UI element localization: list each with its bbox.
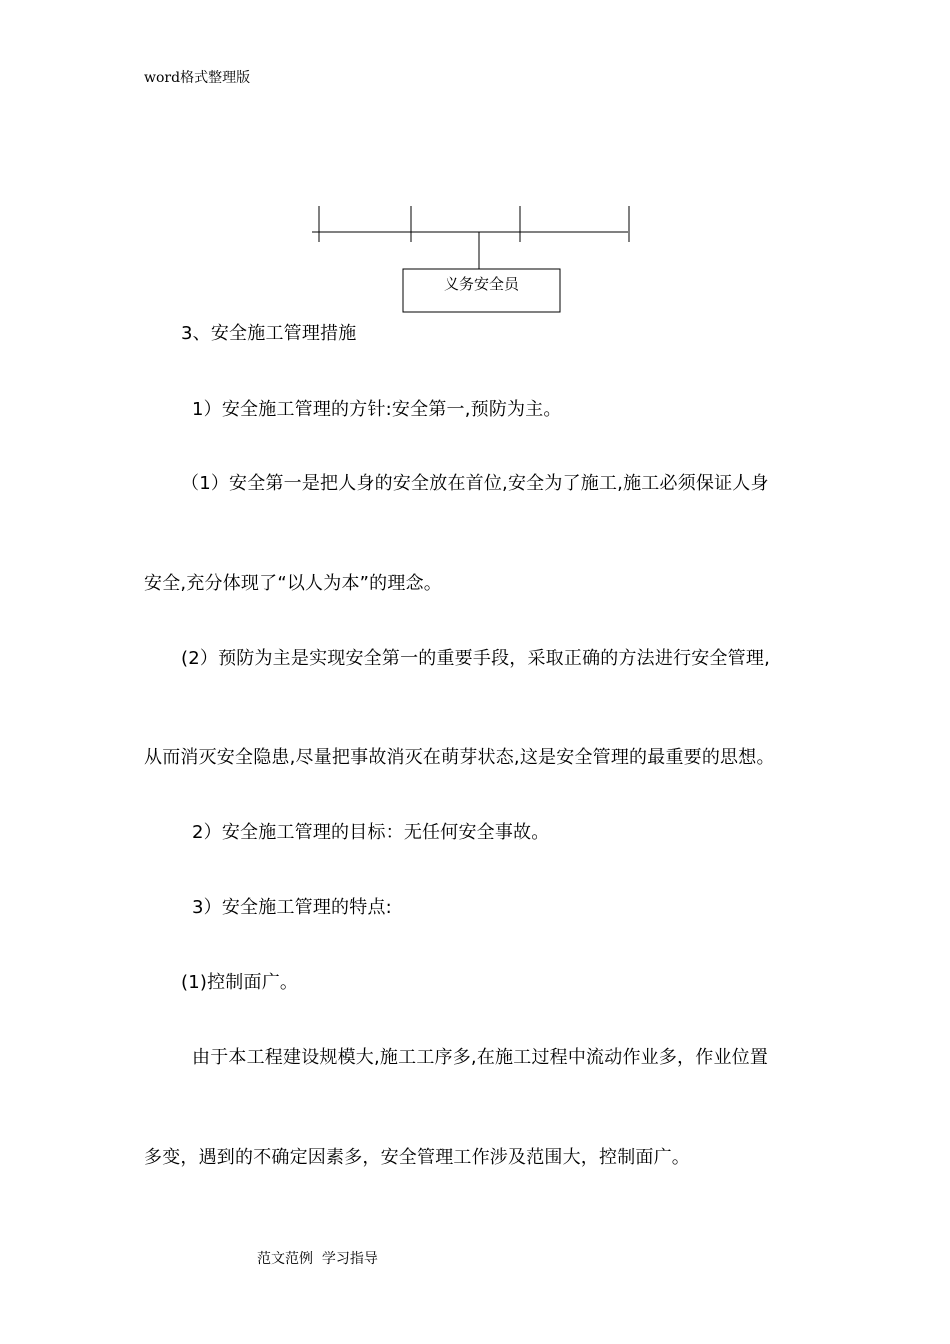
item3-p1-line1: 由于本工程建设规模大,施工工序多,在施工过程中流动作业多，作业位置 [192,1047,769,1068]
item1-p1-line1: （1）安全第一是把人身的安全放在首位,安全为了施工,施工必须保证人身 [181,473,769,494]
item1-p1-line2: 安全,充分体现了“以人为本”的理念。 [144,573,442,594]
org-box-label: 义务安全员 [443,275,519,293]
item2-title: 2）安全施工管理的目标：无任何安全事故。 [192,822,550,843]
item3-title: 3）安全施工管理的特点: [192,897,392,918]
page-header: word格式整理版 [144,70,251,86]
section-title: 3、安全施工管理措施 [181,323,357,344]
item1-title: 1）安全施工管理的方针:安全第一,预防为主。 [192,399,562,420]
item3-sub1: (1)控制面广。 [181,972,299,993]
page-footer: 范文范例 学习指导 [257,1251,378,1267]
item1-p2-line1: (2）预防为主是实现安全第一的重要手段，采取正确的方法进行安全管理, [181,648,770,669]
item1-p2-line2: 从而消灭安全隐患,尽量把事故消灭在萌芽状态,这是安全管理的最重要的思想。 [144,747,775,768]
item3-p1-line2: 多变，遇到的不确定因素多，安全管理工作涉及范围大，控制面广。 [144,1147,690,1168]
